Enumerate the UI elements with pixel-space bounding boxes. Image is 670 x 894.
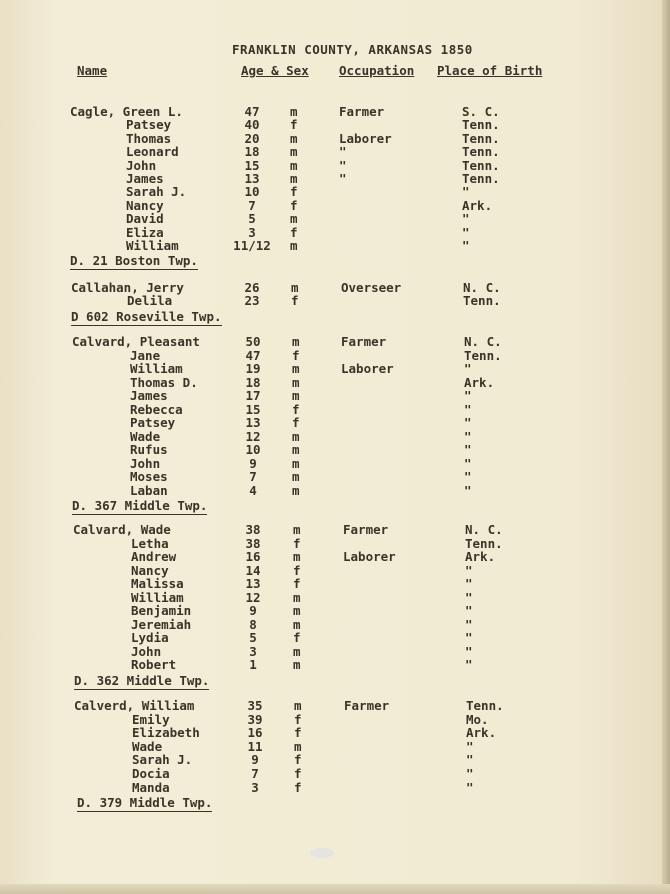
birthplace-value: Ark. <box>466 725 497 741</box>
age-value: 16 <box>247 725 263 741</box>
member-name: Rufus <box>130 442 168 457</box>
sex-value: f <box>290 184 298 200</box>
birthplace-value: " <box>465 562 473 578</box>
person-row <box>0 752 670 766</box>
person-row <box>0 348 670 362</box>
person-row <box>0 402 670 416</box>
person-row <box>0 536 670 550</box>
age-value: 13 <box>245 415 261 430</box>
sex-value: f <box>294 752 302 768</box>
age-value: 3 <box>249 643 257 659</box>
birthplace-value: " <box>465 643 473 659</box>
occupation-value: Overseer <box>341 280 402 295</box>
person-row <box>0 712 670 726</box>
member-name: Wade <box>130 428 161 444</box>
sex-value: m <box>292 455 300 471</box>
birthplace-value: " <box>464 388 472 403</box>
age-value: 7 <box>251 766 259 781</box>
age-value: 38 <box>245 522 261 537</box>
page-title: FRANKLIN COUNTY, ARKANSAS 1850 <box>232 42 473 57</box>
sex-value: m <box>290 171 298 186</box>
member-name: Sarah J. <box>126 184 187 200</box>
age-value: 7 <box>248 197 256 213</box>
member-name: James <box>130 388 168 403</box>
person-row <box>0 456 670 470</box>
birthplace-value: " <box>465 603 473 618</box>
sex-value: m <box>293 657 301 672</box>
age-value: 17 <box>245 388 261 403</box>
member-name: Manda <box>132 779 170 795</box>
age-value: 7 <box>249 469 257 484</box>
member-name: Delila <box>127 293 173 309</box>
age-value: 12 <box>245 589 261 605</box>
person-row <box>0 780 670 794</box>
age-value: 18 <box>245 374 261 390</box>
sex-value: f <box>294 779 302 795</box>
member-name: Leonard <box>126 144 179 160</box>
age-value: 3 <box>248 224 256 240</box>
age-value: 13 <box>244 171 260 186</box>
person-row <box>0 144 670 158</box>
person-row <box>0 158 670 172</box>
person-row <box>0 563 670 577</box>
person-row <box>0 104 670 118</box>
member-name: William <box>126 238 179 253</box>
age-value: 5 <box>249 630 257 645</box>
person-row <box>0 238 670 252</box>
member-name: James <box>126 171 164 186</box>
occupation-value: Laborer <box>341 361 394 376</box>
birthplace-value: " <box>466 779 474 795</box>
township-reference: D. 367 Middle Twp. <box>72 498 208 513</box>
sex-value: f <box>294 725 302 741</box>
sex-value: m <box>290 104 298 119</box>
occupation-value: Farmer <box>339 104 385 119</box>
sex-value: f <box>290 224 298 240</box>
age-value: 38 <box>245 535 261 551</box>
age-value: 18 <box>244 144 260 160</box>
sex-value: m <box>292 442 300 457</box>
birthplace-value: " <box>466 766 474 781</box>
member-name: Letha <box>131 535 169 551</box>
member-name: John <box>126 157 157 173</box>
age-value: 26 <box>244 280 260 295</box>
person-row <box>0 184 670 198</box>
occupation-value: Farmer <box>344 698 390 713</box>
member-name: Rebecca <box>130 401 183 417</box>
occupation-value: Laborer <box>339 130 392 146</box>
birthplace-value: Tenn. <box>464 347 502 363</box>
age-value: 8 <box>249 616 257 632</box>
person-row <box>0 198 670 212</box>
header-name: Name <box>77 63 108 78</box>
occupation-value: Farmer <box>343 522 389 537</box>
birthplace-value: " <box>462 211 470 227</box>
occupation-value: " <box>339 144 347 160</box>
member-name: Sarah J. <box>132 752 193 768</box>
sex-value: m <box>292 482 300 498</box>
member-name: Docia <box>132 766 170 781</box>
sex-value: m <box>292 428 300 444</box>
birthplace-value: " <box>462 238 470 253</box>
age-value: 4 <box>249 482 257 498</box>
birthplace-value: Tenn. <box>462 117 500 133</box>
person-row <box>0 375 670 389</box>
member-name: David <box>126 211 164 227</box>
sex-value: m <box>294 698 302 713</box>
page-edge-bottom <box>0 884 670 894</box>
household-head-name: Calvard, Pleasant <box>72 334 200 349</box>
person-row <box>0 630 670 644</box>
age-value: 11 <box>247 738 263 754</box>
sex-value: f <box>290 117 298 133</box>
member-name: Nancy <box>131 562 169 578</box>
sex-value: m <box>290 130 298 146</box>
member-name: Elizabeth <box>132 725 200 741</box>
member-name: William <box>131 589 184 605</box>
birthplace-value: " <box>464 455 472 471</box>
township-reference: D. 21 Boston Twp. <box>70 253 198 269</box>
household-head-name: Calverd, William <box>74 698 195 713</box>
sex-value: m <box>292 388 300 403</box>
member-name: Emily <box>132 711 170 727</box>
birthplace-value: Tenn. <box>466 698 504 713</box>
birthplace-value: " <box>464 469 472 484</box>
sex-value: f <box>293 535 301 551</box>
birthplace-value: S. C. <box>462 104 500 119</box>
person-row <box>0 429 670 443</box>
age-value: 39 <box>247 711 263 727</box>
person-row <box>0 131 670 145</box>
sex-value: m <box>290 144 298 160</box>
sex-value: f <box>293 630 301 645</box>
member-name: Eliza <box>126 224 164 240</box>
birthplace-value: " <box>465 616 473 632</box>
birthplace-value: " <box>464 428 472 444</box>
person-row <box>0 644 670 658</box>
sex-value: m <box>292 334 300 349</box>
birthplace-value: " <box>465 576 473 591</box>
age-value: 13 <box>245 576 261 591</box>
sex-value: f <box>294 711 302 727</box>
sex-value: m <box>291 280 299 295</box>
member-name: Thomas D. <box>130 374 198 390</box>
township-reference: D. 362 Middle Twp. <box>74 672 210 688</box>
person-row <box>0 225 670 239</box>
header-birthplace: Place of Birth <box>437 63 543 78</box>
age-value: 10 <box>245 442 261 457</box>
person-row <box>0 117 670 131</box>
person-row <box>0 549 670 563</box>
age-value: 11/12 <box>233 238 271 253</box>
person-row <box>0 590 670 604</box>
sex-value: f <box>292 347 300 363</box>
person-row <box>0 211 670 225</box>
age-value: 20 <box>244 130 260 146</box>
person-row <box>0 617 670 631</box>
sex-value: m <box>293 603 301 618</box>
person-row <box>0 334 670 348</box>
age-value: 15 <box>244 157 260 173</box>
birthplace-value: " <box>464 401 472 417</box>
age-value: 40 <box>244 117 260 133</box>
sex-value: m <box>293 589 301 605</box>
birthplace-value: " <box>464 415 472 430</box>
age-value: 15 <box>245 401 261 417</box>
person-row <box>0 766 670 780</box>
person-row <box>0 725 670 739</box>
person-row <box>0 698 670 712</box>
sex-value: f <box>294 766 302 781</box>
age-value: 9 <box>249 455 257 471</box>
member-name: William <box>130 361 183 376</box>
sex-value: m <box>292 361 300 376</box>
birthplace-value: " <box>465 657 473 672</box>
member-name: Thomas <box>126 130 172 146</box>
person-row <box>0 522 670 536</box>
age-value: 14 <box>245 562 261 578</box>
member-name: Wade <box>132 738 163 754</box>
member-name: Malissa <box>131 576 184 591</box>
member-name: Robert <box>131 657 177 672</box>
member-name: Laban <box>130 482 168 498</box>
member-name: Patsey <box>126 117 172 133</box>
age-value: 47 <box>245 347 261 363</box>
birthplace-value: Tenn. <box>462 144 500 160</box>
sex-value: m <box>292 469 300 484</box>
age-value: 50 <box>245 334 261 349</box>
age-value: 35 <box>247 698 263 713</box>
household-head-name: Calvard, Wade <box>73 522 171 537</box>
age-value: 16 <box>245 549 261 564</box>
occupation-value: Laborer <box>343 549 396 564</box>
birthplace-value: N. C. <box>463 280 501 295</box>
township-reference: D. 379 Middle Twp. <box>77 795 213 811</box>
person-row <box>0 657 670 671</box>
person-row <box>0 483 670 497</box>
paper-smudge <box>310 848 334 858</box>
member-name: Nancy <box>126 197 164 213</box>
member-name: Lydia <box>131 630 169 645</box>
age-value: 12 <box>245 428 261 444</box>
person-row <box>0 171 670 185</box>
birthplace-value: " <box>464 361 472 376</box>
person-row <box>0 293 670 307</box>
member-name: Patsey <box>130 415 176 430</box>
person-row <box>0 603 670 617</box>
age-value: 9 <box>251 752 259 768</box>
member-name: Jeremiah <box>131 616 192 632</box>
person-row <box>0 361 670 375</box>
age-value: 3 <box>251 779 259 795</box>
birthplace-value: " <box>464 482 472 498</box>
person-row <box>0 415 670 429</box>
sex-value: m <box>290 238 298 253</box>
age-value: 10 <box>244 184 260 200</box>
age-value: 47 <box>244 104 260 119</box>
birthplace-value: " <box>465 589 473 605</box>
person-row <box>0 442 670 456</box>
age-value: 5 <box>248 211 256 227</box>
sex-value: m <box>293 549 301 564</box>
header-age-sex: Age & Sex <box>241 63 309 78</box>
person-row <box>0 280 670 294</box>
age-value: 9 <box>249 603 257 618</box>
birthplace-value: " <box>462 224 470 240</box>
person-row <box>0 576 670 590</box>
sex-value: f <box>290 197 298 213</box>
sex-value: m <box>290 211 298 227</box>
township-reference: D 602 Roseville Twp. <box>71 308 222 324</box>
birthplace-value: Tenn. <box>463 293 501 309</box>
member-name: Andrew <box>131 549 177 564</box>
household-head-name: Cagle, Green L. <box>70 104 183 119</box>
person-row <box>0 388 670 402</box>
sex-value: m <box>293 616 301 632</box>
sex-value: f <box>291 293 299 309</box>
sex-value: m <box>294 738 302 754</box>
member-name: Benjamin <box>131 603 192 618</box>
birthplace-value: Mo. <box>466 711 489 727</box>
member-name: Jane <box>130 347 161 363</box>
header-occupation: Occupation <box>339 63 415 78</box>
sex-value: f <box>293 562 301 578</box>
age-value: 23 <box>244 293 260 309</box>
birthplace-value: Tenn. <box>462 171 500 186</box>
birthplace-value: " <box>466 738 474 754</box>
birthplace-value: " <box>466 752 474 768</box>
sex-value: f <box>292 401 300 417</box>
birthplace-value: " <box>464 442 472 457</box>
birthplace-value: N. C. <box>464 334 502 349</box>
sex-value: f <box>292 415 300 430</box>
birthplace-value: Ark. <box>462 197 493 213</box>
age-value: 1 <box>249 657 257 672</box>
member-name: John <box>130 455 161 471</box>
sex-value: m <box>292 374 300 390</box>
birthplace-value: Ark. <box>464 374 495 390</box>
sex-value: m <box>293 643 301 659</box>
birthplace-value: " <box>462 184 470 200</box>
birthplace-value: N. C. <box>465 522 503 537</box>
age-value: 19 <box>245 361 261 376</box>
occupation-value: " <box>339 171 347 186</box>
sex-value: m <box>293 522 301 537</box>
member-name: Moses <box>130 469 168 484</box>
person-row <box>0 739 670 753</box>
sex-value: m <box>290 157 298 173</box>
birthplace-value: Tenn. <box>465 535 503 551</box>
person-row <box>0 469 670 483</box>
member-name: John <box>131 643 162 659</box>
birthplace-value: Tenn. <box>462 130 500 146</box>
occupation-value: " <box>339 157 347 173</box>
birthplace-value: " <box>465 630 473 645</box>
household-head-name: Callahan, Jerry <box>71 280 184 295</box>
birthplace-value: Ark. <box>465 549 496 564</box>
birthplace-value: Tenn. <box>462 157 500 173</box>
occupation-value: Farmer <box>341 334 387 349</box>
sex-value: f <box>293 576 301 591</box>
